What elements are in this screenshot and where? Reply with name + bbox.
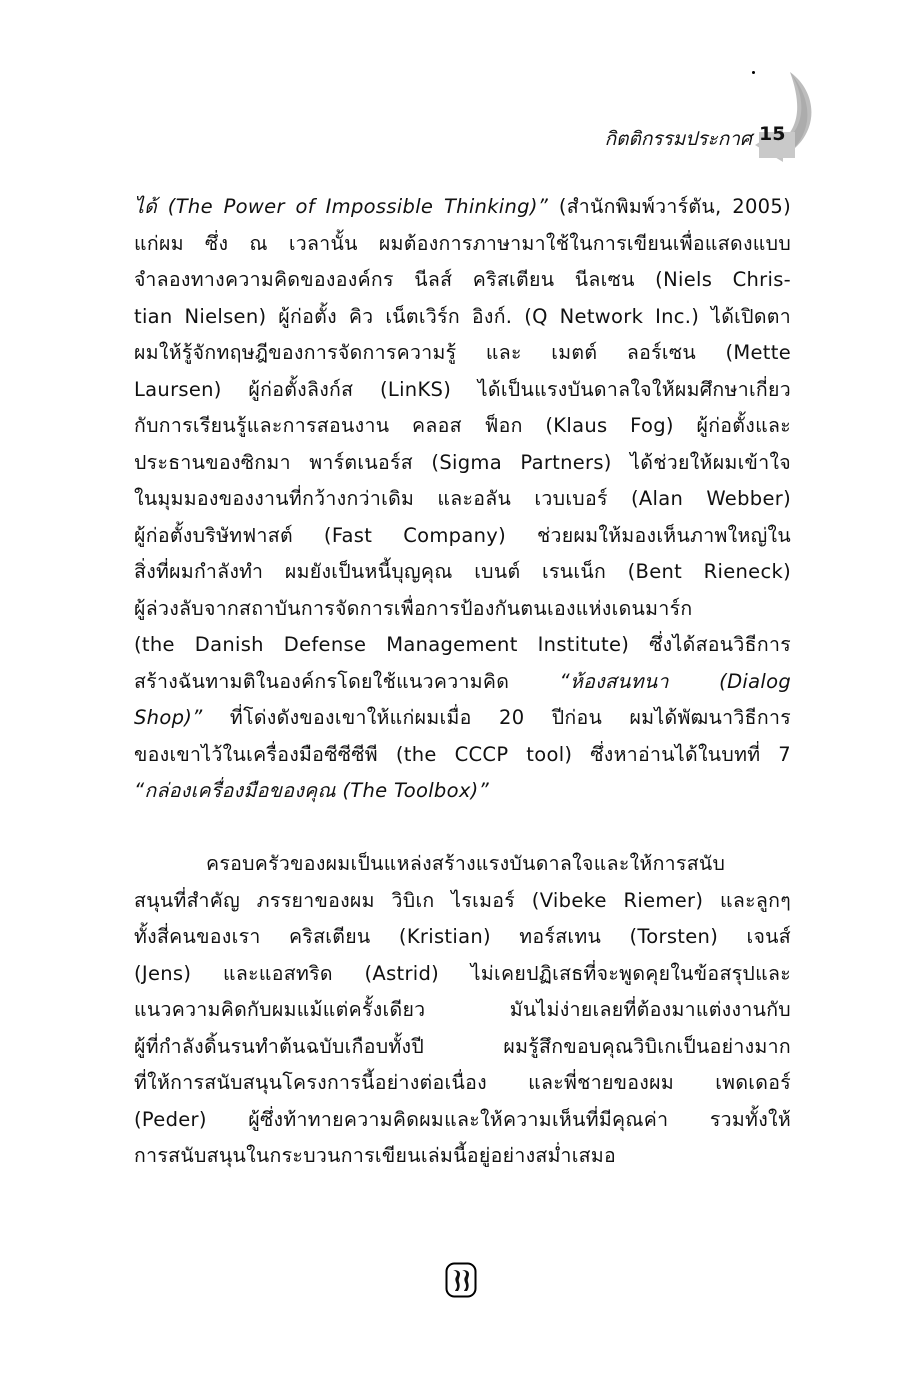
text-segment: ผู้ก่อตั้งบริษัทฟาสต์ (Fast Company) ช่วยผมให้มองเห็นภาพใหญ่ใน bbox=[134, 523, 791, 547]
paragraph-2 bbox=[134, 846, 791, 1175]
text-line bbox=[134, 518, 791, 555]
text-segment: สิ่งที่ผมกำลังทำ ผมยังเป็นหนี้บุญคุณ เบนต์ เรนเน็ก (Bent Rieneck) bbox=[134, 560, 791, 583]
text-line bbox=[134, 737, 791, 774]
running-header bbox=[560, 70, 840, 170]
text-line bbox=[134, 408, 791, 445]
text-segment: (Jens) และแอสทริด (Astrid) ไม่เคยปฏิเสธที่จะพูดคุยในข้อสรุปและ bbox=[134, 961, 791, 985]
text-segment: ผู้ที่กำลังดิ้นรนทำต้นฉบับเกือบทั้งปี ผมรู้สึกขอบคุณวิบิเกเป็นอย่างมาก bbox=[134, 1034, 791, 1058]
text-segment: สนุนที่สำคัญ ภรรยาของผม วิบิเก ไรเมอร์ (Vibeke Riemer) และลูกๆ bbox=[134, 888, 791, 912]
text-line bbox=[134, 554, 791, 591]
text-line bbox=[134, 591, 791, 628]
text-line bbox=[134, 262, 791, 299]
text-line bbox=[134, 664, 791, 701]
text-line bbox=[134, 773, 791, 810]
text-line bbox=[134, 226, 791, 263]
text-segment: (the Danish Defense Management Institute) ซึ่งได้สอนวิธีการ bbox=[134, 633, 791, 656]
text-line bbox=[134, 992, 791, 1029]
text-segment: ประธานของซิกมา พาร์ตเนอร์ส (Sigma Partners) ได้ช่วยให้ผมเข้าใจ bbox=[134, 450, 791, 474]
text-line bbox=[134, 481, 791, 518]
text-line bbox=[134, 335, 791, 372]
text-line bbox=[134, 700, 791, 737]
running-title: กิตติกรรมประกาศ bbox=[604, 128, 752, 150]
text-segment: (Peder) ผู้ซึ่งท้าทายความคิดผมและให้ความเห็นที่มีคุณค่า รวมทั้งให้ bbox=[134, 1107, 791, 1131]
text-segment: ทั้งสี่คนของเรา คริสเตียน (Kristian) ทอร์สเทน (Torsten) เจนส์ bbox=[134, 925, 791, 948]
text-line bbox=[134, 1138, 791, 1175]
text-segment: จำลองทางความคิดขององค์กร นีลส์ คริสเตียน นีลเซน (Niels Chris- bbox=[134, 268, 791, 291]
text-line bbox=[134, 883, 791, 920]
text-segment: ของเขาไว้ในเครื่องมือซีซีซีพี (the CCCP tool) ซึ่งหาอ่านได้ในบทที่ 7 bbox=[134, 742, 791, 766]
text-segment: แนวความคิดกับผมแม้แต่ครั้งเดียว มันไม่ง่ายเลยที่ต้องมาแต่งงานกับ bbox=[134, 998, 791, 1021]
text-line bbox=[134, 1029, 791, 1066]
text-line bbox=[134, 189, 791, 226]
text-line bbox=[134, 919, 791, 956]
text-segment: สร้างฉันทามติในองค์กรโดยใช้แนวความคิด bbox=[134, 669, 560, 693]
italic-text: Shop)” bbox=[134, 706, 203, 729]
text-segment: กับการเรียนรู้และการสอนงาน คลอส ฟ็อก (Klaus Fog) ผู้ก่อตั้งและ bbox=[134, 414, 791, 437]
text-segment: ครอบครัวของผมเป็นแหล่งสร้างแรงบันดาลใจและให้การสนับ bbox=[206, 852, 726, 875]
text-line bbox=[134, 372, 791, 409]
text-segment: ผู้ล่วงลับจากสถาบันการจัดการเพื่อการป้องกันตนเองแห่งเดนมาร์ก bbox=[134, 596, 693, 620]
text-line bbox=[134, 299, 791, 336]
text-line bbox=[134, 1065, 791, 1102]
italic-text: “กล่องเครื่องมือของคุณ (The Toolbox)” bbox=[134, 779, 489, 802]
text-line bbox=[134, 445, 791, 482]
paragraph-1 bbox=[134, 189, 791, 810]
text-line bbox=[134, 846, 791, 883]
text-line bbox=[134, 627, 791, 664]
text-line bbox=[134, 956, 791, 993]
text-line bbox=[134, 1102, 791, 1139]
text-segment: (สำนักพิมพ์วาร์ตัน, 2005) bbox=[548, 195, 791, 218]
text-segment: ผมให้รู้จักทฤษฎีของการจัดการความรู้ และ เมตต์ ลอร์เซน (Mette bbox=[134, 341, 791, 364]
text-segment: ที่ให้การสนับสนุนโครงการนี้อย่างต่อเนื่อง และพี่ชายของผม เพดเดอร์ bbox=[134, 1071, 791, 1094]
text-segment: tian Nielsen) ผู้ก่อตั้ง คิว เน็ตเวิร์ก อิงก์. (Q Network Inc.) ได้เปิดตา bbox=[134, 304, 791, 328]
text-segment: ในมุมมองของงานที่กว้างกว่าเดิม และอลัน เวบเบอร์ (Alan Webber) bbox=[134, 487, 791, 510]
text-segment: Laursen) ผู้ก่อตั้งลิงก์ส (LinKS) ได้เป็นแรงบันดาลใจให้ผมศึกษาเกี่ยว bbox=[134, 377, 791, 401]
text-segment: แก่ผม ซึ่ง ณ เวลานั้น ผมต้องการภาษามาใช้ในการเขียนเพื่อแสดงแบบ bbox=[134, 231, 791, 255]
page-number: 15 bbox=[759, 123, 786, 145]
publisher-logo-icon bbox=[445, 1262, 477, 1298]
text-segment: การสนับสนุนในกระบวนการเขียนเล่มนี้อยู่อย่างสม่ำเสมอ bbox=[134, 1144, 617, 1167]
italic-text: “ห้องสนทนา (Dialog bbox=[559, 669, 791, 693]
text-segment: ที่โด่งดังของเขาให้แก่ผมเมื่อ 20 ปีก่อน ผมได้พัฒนาวิธีการ bbox=[202, 706, 791, 729]
italic-text: ได้ (The Power of Impossible Thinking)” bbox=[134, 195, 549, 218]
